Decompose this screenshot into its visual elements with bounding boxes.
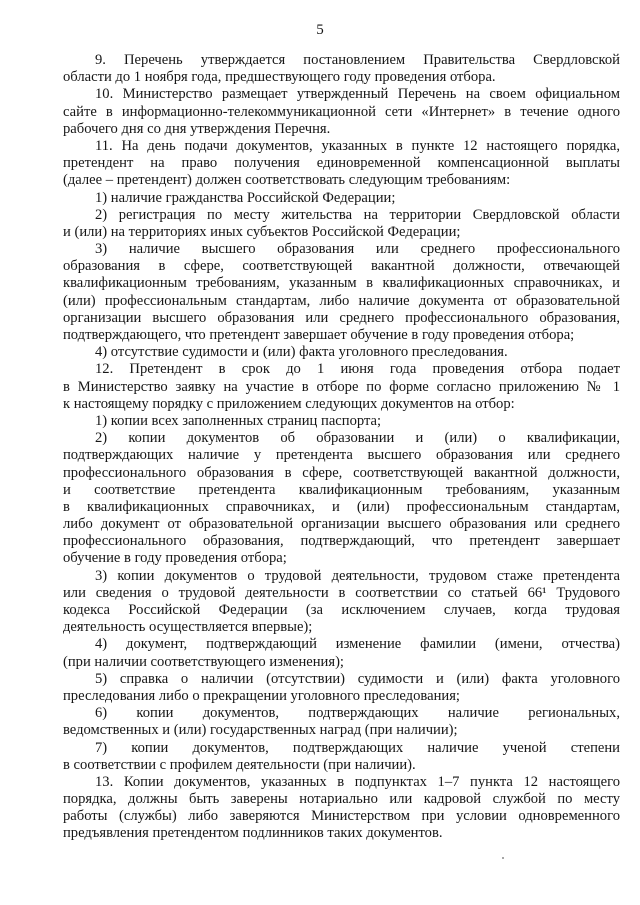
text-line: ведомственных и (или) государственных наград (при наличии); bbox=[63, 722, 458, 739]
text-line: в квалификационных справочниках, и (или) профессиональным стандартам, bbox=[63, 498, 620, 515]
page-number: 5 bbox=[316, 22, 324, 38]
text-line: 12. Претендент в срок до 1 июня года проведения отбора подает bbox=[95, 361, 620, 378]
text-line: преследования либо о прекращении уголовного преследования; bbox=[63, 687, 460, 704]
text-line: обучение в году проведения отбора; bbox=[63, 550, 287, 567]
paragraph bbox=[63, 568, 620, 637]
text-line: к настоящему порядку с приложением следующих документов на отбор: bbox=[63, 395, 515, 412]
text-line: квалификационным требованиям, указанным в квалификационных справочниках, и bbox=[63, 275, 620, 292]
text-line: 4) документ, подтверждающий изменение фамилии (имени, отчества) bbox=[95, 636, 620, 653]
text-line: сайте в информационно-телекоммуникационной сети «Интернет» в течение одного bbox=[63, 103, 620, 120]
text-line: либо документ от образовательной организации высшего образования или среднего bbox=[63, 516, 620, 533]
paragraph bbox=[63, 344, 620, 361]
text-line: работы (службы) либо заверяются Министерством при условии одновременного bbox=[63, 808, 620, 825]
text-line: образования в сфере, соответствующей вакантной должности, отвечающей bbox=[63, 258, 620, 275]
text-line: рабочего дня со дня утверждения Перечня. bbox=[63, 120, 331, 137]
text-line: деятельность осуществляется впервые); bbox=[63, 619, 313, 636]
text-line: 13. Копии документов, указанных в подпунктах 1–7 пункта 12 настоящего bbox=[95, 773, 620, 790]
text-line: профессионального образования, подтверждающий, что претендент завершает bbox=[63, 533, 620, 550]
text-line: 5) справка о наличии (отсутствии) судимости и (или) факта уголовного bbox=[95, 670, 620, 687]
text-line: кодекса Российской Федерации (за исключением случаев, когда трудовая bbox=[63, 602, 620, 618]
paragraph bbox=[63, 241, 620, 344]
text-line: (далее – претендент) должен соответствовать следующим требованиям: bbox=[63, 172, 511, 189]
text-line: подтверждающего, что претендент завершает обучение в году проведения отбора; bbox=[63, 327, 575, 343]
text-line: 3) наличие высшего образования или среднего профессионального bbox=[95, 241, 620, 258]
text-line: 11. На день подачи документов, указанных в пункте 12 настоящего порядка, bbox=[95, 137, 620, 154]
paragraph bbox=[63, 636, 620, 670]
paragraph bbox=[63, 52, 620, 86]
text-line: порядка, должны быть заверены нотариально или кадровой службой по месту bbox=[63, 791, 620, 808]
text-line: организации высшего образования или среднего профессионального образования, bbox=[63, 309, 620, 326]
text-line: (или) профессиональным стандартам, либо наличие документа от образовательной bbox=[63, 292, 620, 309]
paragraph bbox=[63, 207, 620, 241]
text-line: 2) копии документов об образовании и (или) о квалификации, bbox=[95, 430, 620, 447]
text-line: 7) копии документов, подтверждающих наличие ученой степени bbox=[95, 739, 620, 756]
paragraph bbox=[63, 671, 620, 705]
text-line: 1) копии всех заполненных страниц паспорта; bbox=[95, 412, 382, 429]
paragraph bbox=[63, 413, 620, 430]
text-line: 1) наличие гражданства Российской Федерации; bbox=[95, 189, 396, 206]
text-line: и (или) на территориях иных субъектов Российской Федерации; bbox=[63, 223, 461, 240]
text-line: профессионального образования в сфере, соответствующей вакантной должности, bbox=[63, 464, 620, 481]
paragraph bbox=[63, 705, 620, 739]
paragraph bbox=[63, 86, 620, 138]
text-line: претендент на право получения единовременной компенсационной выплаты bbox=[63, 155, 620, 172]
text-line: 9. Перечень утверждается постановлением Правительства Свердловской bbox=[95, 52, 620, 68]
text-line: 6) копии документов, подтверждающих наличие региональных, bbox=[95, 705, 620, 722]
text-line: (при наличии соответствующего изменения); bbox=[63, 653, 344, 670]
text-line: 2) регистрация по месту жительства на территории Свердловской области bbox=[95, 206, 620, 223]
text-line: 4) отсутствие судимости и (или) факта уголовного преследования. bbox=[95, 344, 508, 361]
paragraph bbox=[63, 430, 620, 568]
text-line: в Министерство заявку на участие в отборе по форме согласно приложению № 1 bbox=[63, 378, 620, 395]
text-line: области до 1 ноября года, предшествующего году проведения отбора. bbox=[63, 69, 496, 86]
paragraph bbox=[63, 190, 620, 207]
scan-speck bbox=[502, 857, 504, 859]
paragraph bbox=[63, 740, 620, 774]
document-body bbox=[63, 52, 620, 843]
paragraph bbox=[63, 774, 620, 843]
text-line: подтверждающих наличие у претендента высшего образования или среднего bbox=[63, 447, 620, 464]
text-line: в соответствии с профилем деятельности (при наличии). bbox=[63, 756, 416, 773]
text-line: и соответствие претендента квалификационным требованиям, указанным bbox=[63, 481, 620, 498]
paragraph bbox=[63, 361, 620, 413]
paragraph bbox=[63, 138, 620, 190]
text-line: 10. Министерство размещает утвержденный Перечень на своем официальном bbox=[95, 86, 620, 103]
text-line: 3) копии документов о трудовой деятельности, трудовом стаже претендента bbox=[95, 567, 620, 584]
text-line: предъявления претендентом подлинников таких документов. bbox=[63, 825, 443, 842]
text-line: или сведения о трудовой деятельности в соответствии со статьей 66¹ Трудового bbox=[63, 584, 620, 601]
